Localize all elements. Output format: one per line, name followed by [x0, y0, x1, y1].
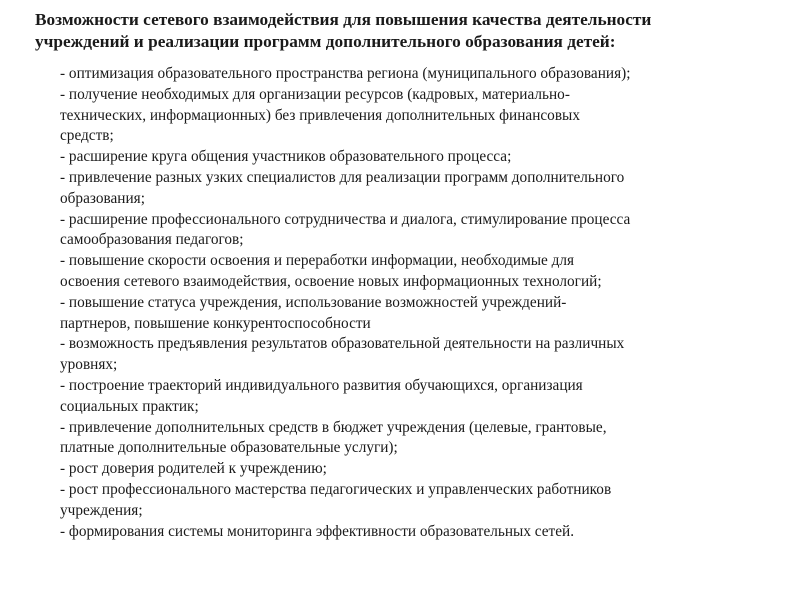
list-item: - повышение статуса учреждения, использование возможностей учреждений- партнеров, повышение конкурентоспособности	[60, 293, 567, 332]
list-item: - получение необходимых для организации ресурсов (кадровых, материально- технических, информационных) без привлечения дополнительных финансовых средств;	[60, 85, 580, 145]
list-item: - формирования системы мониторинга эффективности образовательных сетей.	[60, 522, 575, 540]
bullet-list	[60, 64, 780, 542]
list-item: - расширение круга общения участников образовательного процесса;	[60, 148, 512, 166]
list-item: - оптимизация образовательного пространства региона (муниципального образования);	[60, 65, 631, 82]
list-item: - рост профессионального мастерства педагогических и управленческих работников учреждения;	[60, 480, 612, 519]
list-item: - повышение скорости освоения и переработки информации, необходимые для освоения сетевого взаимодействия, освоение новых информационных технологий;	[60, 252, 602, 290]
list-item: - привлечение разных узких специалистов для реализации программ дополнительного образования;	[60, 168, 625, 207]
list-item: - привлечение дополнительных средств в бюджет учреждения (целевые, грантовые, платные дополнительные образовательные услуги);	[60, 418, 607, 457]
list-item: - рост доверия родителей к учреждению;	[60, 460, 327, 478]
list-item: - расширение профессионального сотрудничества и диалога, стимулирование процесса самообразования педагогов;	[60, 210, 631, 249]
list-item: - построение траекторий индивидуального развития обучающихся, организация социальных практик;	[60, 376, 583, 415]
slide-title: Возможности сетевого взаимодействия для повышения качества деятельности учреждений и реализации программ дополнительного образования детей:	[35, 10, 652, 51]
list-item: - возможность предъявления результатов образовательной деятельности на различных уровнях;	[60, 335, 625, 374]
